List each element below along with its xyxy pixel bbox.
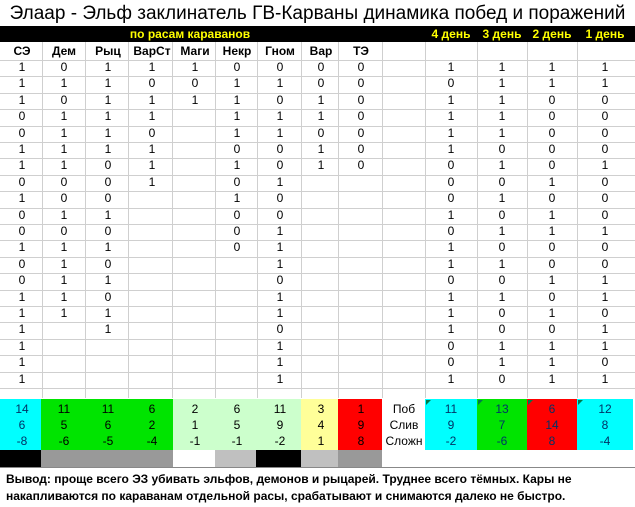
race-cell: 1 [18,240,26,255]
race-header-8: ТЭ [353,44,369,58]
day-cell: 0 [447,174,455,189]
summary-label-wins: Поб [392,402,416,416]
race-summary-losses: 6 [104,418,112,432]
day-summary-losses: 8 [601,418,609,432]
race-cell: 1 [276,306,284,320]
shade-cell [41,450,85,467]
race-cell: 0 [233,142,241,156]
race-cell: 0 [191,76,199,91]
race-cell: 0 [18,109,26,124]
day-cell: 0 [548,109,556,124]
race-cell: 0 [233,174,241,189]
race-summary-wins: 11 [101,402,115,416]
race-cell: 1 [233,92,241,107]
race-header-2: Рыц [95,44,121,58]
race-cell: 0 [104,191,112,206]
day-summary-difficulty: 8 [548,434,556,448]
shade-cell [338,450,382,467]
race-cell: 1 [276,371,284,386]
day-cell: 0 [498,273,506,288]
day-cell: 0 [601,355,609,370]
day-cell: 1 [447,125,455,140]
race-cell: 0 [104,174,112,189]
race-cell: 1 [276,240,284,255]
race-cell: 1 [104,125,112,140]
race-cell: 1 [317,109,325,124]
day-summary-losses: 9 [447,418,455,432]
race-summary-losses: 5 [60,418,68,432]
day-summary-difficulty: -6 [496,434,508,448]
day-cell: 0 [447,158,455,173]
race-cell: 0 [148,76,156,91]
day-cell: 1 [601,338,609,353]
race-cell: 1 [60,256,68,271]
race-summary-difficulty: -1 [189,434,201,448]
race-summary-difficulty: 8 [357,434,365,448]
day-summary-losses: 14 [545,418,559,432]
day-2-label: 2 день [532,27,572,41]
race-cell: 1 [148,60,156,74]
shade-cell [301,450,339,467]
race-cell: 0 [233,224,241,238]
race-cell: 1 [18,92,26,107]
day-cell: 0 [601,174,609,189]
race-cell: 1 [276,338,284,353]
day-3-label: 3 день [482,27,522,41]
day-cell: 1 [601,158,609,173]
race-cell: 0 [60,174,68,189]
race-cell: 1 [317,158,325,173]
day-cell: 1 [498,92,506,107]
day-cell: 0 [498,207,506,222]
day-cell: 0 [548,191,556,206]
shade-cell [215,450,257,467]
races-label: по расам караванов [129,27,251,41]
race-cell: 1 [276,109,284,124]
race-cell: 1 [233,125,241,140]
day-1-label: 1 день [585,27,625,41]
race-cell: 0 [60,224,68,238]
race-summary-difficulty: -6 [58,434,70,448]
race-cell: 1 [276,355,284,370]
race-cell: 0 [18,224,26,238]
race-summary-wins: 11 [57,402,71,416]
day-cell: 0 [548,289,556,304]
race-cell: 1 [233,109,241,124]
day-cell: 1 [548,306,556,320]
race-cell: 0 [60,92,68,107]
day-summary-wins: 13 [495,402,509,416]
race-summary-wins: 14 [15,402,29,416]
day-summary-wins: 11 [444,402,458,416]
day-cell: 1 [601,322,609,337]
shade-cell [85,450,129,467]
race-cell: 1 [104,60,112,74]
race-cell: 1 [104,322,112,337]
day-cell: 1 [447,207,455,222]
race-cell: 0 [233,207,241,222]
race-summary-wins: 11 [273,402,287,416]
race-cell: 1 [104,142,112,156]
race-cell: 1 [18,306,26,320]
day-4-label: 4 день [431,27,471,41]
day-cell: 1 [548,207,556,222]
race-cell: 0 [148,125,156,140]
day-cell: 1 [498,224,506,238]
race-cell: 1 [60,207,68,222]
day-cell: 0 [447,191,455,206]
race-cell: 0 [357,76,365,91]
race-cell: 1 [317,142,325,156]
day-cell: 0 [498,306,506,320]
race-cell: 1 [233,191,241,206]
race-header-4: Маги [180,44,210,58]
day-cell: 1 [498,191,506,206]
race-summary-losses: 2 [148,418,156,432]
day-cell: 1 [548,174,556,189]
race-cell: 0 [357,60,365,74]
race-cell: 0 [104,158,112,173]
race-cell: 1 [18,289,26,304]
day-cell: 0 [601,142,609,156]
race-cell: 0 [276,142,284,156]
day-summary-wins: 6 [548,402,556,416]
race-cell: 1 [233,76,241,91]
race-summary-losses: 4 [317,418,325,432]
race-summary-wins: 2 [191,402,199,416]
race-header-7: Вар [309,44,333,58]
day-cell: 0 [447,224,455,238]
race-header-6: Гном [265,44,295,58]
race-cell: 0 [60,60,68,74]
day-cell: 0 [601,240,609,255]
race-cell: 0 [357,125,365,140]
race-cell: 1 [60,142,68,156]
race-summary-losses: 9 [276,418,284,432]
race-cell: 1 [104,273,112,288]
day-cell: 1 [447,142,455,156]
race-cell: 1 [148,174,156,189]
race-cell: 1 [104,109,112,124]
day-cell: 1 [447,306,455,320]
race-cell: 1 [18,338,26,353]
grid-vline [85,42,86,398]
day-cell: 0 [548,92,556,107]
day-cell: 0 [601,109,609,124]
race-cell: 1 [18,355,26,370]
day-cell: 1 [447,60,455,74]
race-cell: 0 [276,322,284,337]
day-cell: 0 [447,355,455,370]
race-cell: 0 [276,60,284,74]
day-cell: 0 [601,207,609,222]
race-cell: 1 [276,76,284,91]
race-cell: 0 [18,125,26,140]
day-cell: 1 [548,224,556,238]
shade-cell [128,450,174,467]
grid-vline [382,42,383,398]
race-cell: 1 [148,92,156,107]
race-cell: 1 [18,76,26,91]
day-cell: 0 [498,240,506,255]
day-cell: 1 [601,224,609,238]
race-cell: 1 [104,240,112,255]
day-cell: 1 [548,355,556,370]
race-cell: 1 [60,158,68,173]
race-cell: 0 [18,174,26,189]
shade-cell [0,450,42,467]
day-cell: 1 [447,289,455,304]
grid-line [0,388,635,389]
day-cell: 0 [601,306,609,320]
race-cell: 1 [104,92,112,107]
race-summary-losses: 5 [233,418,241,432]
day-cell: 1 [447,240,455,255]
race-summary-difficulty: -4 [146,434,158,448]
race-cell: 1 [276,224,284,238]
day-cell: 1 [601,371,609,386]
day-summary-wins: 12 [598,402,612,416]
race-cell: 0 [317,76,325,91]
day-cell: 1 [548,371,556,386]
day-cell: 1 [548,76,556,91]
day-cell: 0 [498,142,506,156]
shade-cell [173,450,215,467]
race-summary-wins: 1 [357,402,365,416]
race-summary-losses: 9 [357,418,365,432]
race-cell: 0 [276,92,284,107]
race-cell: 1 [60,76,68,91]
race-cell: 1 [18,191,26,206]
day-cell: 1 [498,289,506,304]
day-cell: 1 [548,60,556,74]
race-cell: 0 [104,224,112,238]
race-summary-wins: 6 [148,402,156,416]
day-cell: 1 [498,355,506,370]
race-cell: 0 [18,256,26,271]
race-cell: 1 [60,125,68,140]
day-cell: 1 [601,60,609,74]
race-cell: 0 [276,191,284,206]
race-cell: 0 [276,207,284,222]
race-cell: 0 [60,191,68,206]
day-cell: 1 [548,273,556,288]
race-cell: 1 [276,256,284,271]
race-summary-losses: 6 [18,418,26,432]
race-cell: 1 [60,289,68,304]
race-cell: 1 [104,306,112,320]
day-cell: 1 [601,273,609,288]
day-cell: 1 [447,256,455,271]
race-cell: 0 [357,109,365,124]
day-cell: 1 [498,109,506,124]
summary-label-losses: Слив [389,418,419,432]
race-cell: 0 [357,142,365,156]
race-cell: 1 [18,371,26,386]
race-cell: 1 [18,60,26,74]
grid-vline [215,42,216,398]
race-cell: 0 [276,273,284,288]
race-cell: 1 [104,76,112,91]
day-cell: 1 [601,76,609,91]
race-summary-losses: 1 [191,418,199,432]
summary-label-difficulty: Сложн [385,434,423,448]
race-cell: 0 [18,207,26,222]
day-cell: 1 [447,92,455,107]
race-header-0: СЭ [13,44,31,58]
race-cell: 1 [60,109,68,124]
day-cell: 0 [601,92,609,107]
race-summary-difficulty: -5 [102,434,114,448]
race-cell: 1 [18,142,26,156]
race-header-3: ВарСт [133,44,171,58]
day-cell: 0 [548,256,556,271]
day-cell: 1 [601,289,609,304]
race-cell: 1 [18,158,26,173]
race-cell: 0 [104,256,112,271]
race-summary-wins: 3 [317,402,325,416]
day-cell: 0 [601,256,609,271]
day-cell: 0 [548,142,556,156]
day-cell: 1 [498,60,506,74]
race-cell: 0 [317,125,325,140]
race-cell: 0 [233,60,241,74]
race-summary-difficulty: -2 [274,434,286,448]
race-cell: 1 [148,109,156,124]
day-cell: 1 [498,158,506,173]
day-cell: 1 [548,338,556,353]
day-cell: 0 [498,174,506,189]
race-cell: 1 [148,158,156,173]
race-cell: 0 [276,158,284,173]
race-cell: 1 [60,306,68,320]
day-cell: 1 [447,371,455,386]
day-cell: 1 [447,109,455,124]
conclusion-text: Вывод: проще всего ЭЗ убивать эльфов, демонов и рыцарей. Труднее всего тёмных. Кары не накапливаются по караванам отдельной расы, срабатывают и снимаются далеко не быстро. [0,467,635,507]
race-cell: 1 [191,60,199,74]
race-cell: 1 [276,174,284,189]
race-summary-difficulty: -8 [16,434,28,448]
day-summary-difficulty: -2 [445,434,457,448]
race-cell: 1 [60,240,68,255]
day-cell: 1 [498,76,506,91]
day-cell: 1 [447,322,455,337]
day-cell: 0 [447,338,455,353]
race-header-1: Дем [51,44,77,58]
race-cell: 1 [276,289,284,304]
race-cell: 0 [357,158,365,173]
day-cell: 1 [498,338,506,353]
day-cell: 0 [498,371,506,386]
day-cell: 0 [447,273,455,288]
sheet-title: Элаар - Эльф заклинатель ГВ-Карваны динамика побед и поражений [9,3,626,24]
race-cell: 0 [357,92,365,107]
race-cell: 1 [191,92,199,107]
race-cell: 1 [18,322,26,337]
race-cell: 1 [276,125,284,140]
day-summary-losses: 7 [498,418,506,432]
day-cell: 0 [498,322,506,337]
day-cell: 0 [548,322,556,337]
race-header-5: Некр [222,44,252,58]
day-cell: 0 [548,125,556,140]
day-cell: 0 [447,76,455,91]
race-summary-difficulty: 1 [317,434,325,448]
race-summary-wins: 6 [233,402,241,416]
race-summary-difficulty: -1 [231,434,243,448]
day-cell: 1 [498,125,506,140]
day-cell: 0 [601,191,609,206]
day-cell: 0 [548,158,556,173]
race-cell: 1 [233,158,241,173]
race-cell: 1 [317,92,325,107]
day-cell: 0 [601,125,609,140]
day-cell: 1 [498,256,506,271]
race-cell: 0 [104,289,112,304]
race-cell: 1 [148,142,156,156]
day-summary-difficulty: -4 [599,434,611,448]
race-cell: 0 [233,240,241,255]
shade-cell [256,450,302,467]
race-cell: 0 [18,273,26,288]
race-cell: 0 [317,60,325,74]
race-cell: 1 [104,207,112,222]
race-cell: 1 [60,273,68,288]
day-cell: 0 [548,240,556,255]
